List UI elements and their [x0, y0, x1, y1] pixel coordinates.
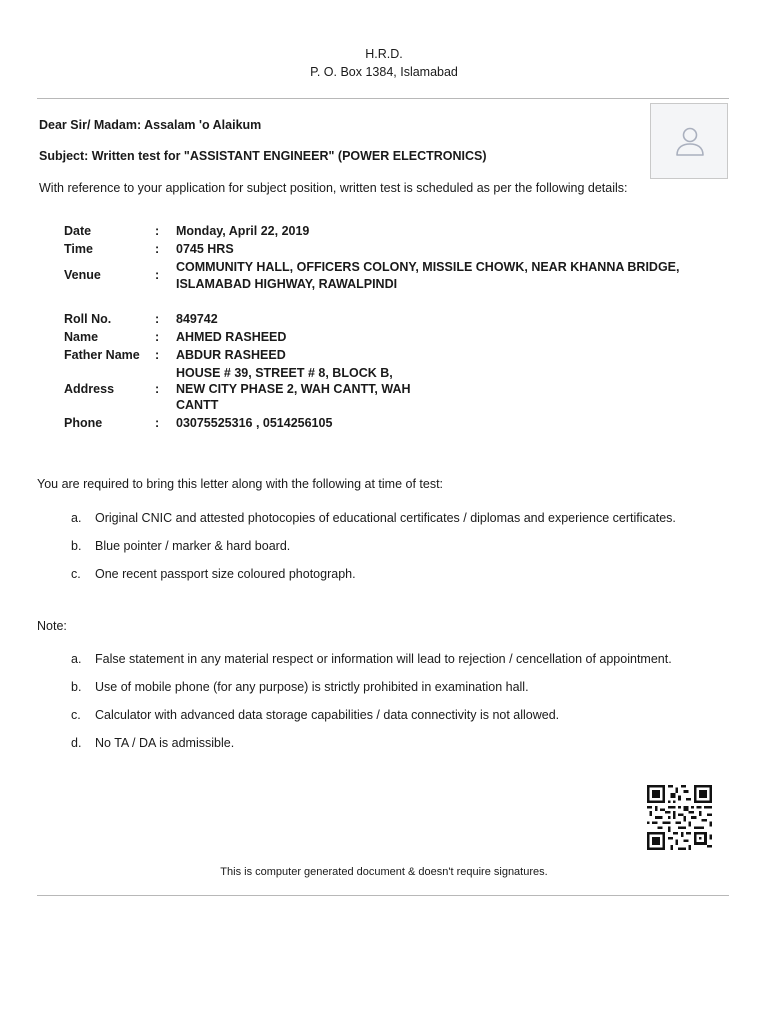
name-label: Name	[64, 330, 99, 344]
date-value: Monday, April 22, 2019	[176, 224, 310, 238]
user-icon	[673, 124, 707, 158]
list-item-text: False statement in any material respect or information will lead to rejection / cencellation of appointment.	[95, 652, 672, 666]
top-divider	[37, 98, 729, 99]
header-org: H.R.D.	[365, 47, 403, 61]
list-item-text: Blue pointer / marker & hard board.	[95, 539, 291, 553]
header-address: P. O. Box 1384, Islamabad	[310, 65, 458, 79]
list-item-text: One recent passport size coloured photograph.	[95, 567, 356, 581]
list-item-text: Use of mobile phone (for any purpose) is strictly prohibited in examination hall.	[95, 680, 529, 694]
venue-label: Venue	[64, 268, 101, 282]
intro-text: With reference to your application for subject position, written test is scheduled as per the following details:	[39, 181, 628, 195]
address-value-line2: NEW CITY PHASE 2, WAH CANTT, WAH	[176, 382, 411, 396]
list-item-text: Original CNIC and attested photocopies of educational certificates / diplomas and experience certificates.	[95, 511, 676, 525]
date-label: Date	[64, 224, 92, 238]
address-value-line1: HOUSE # 39, STREET # 8, BLOCK B,	[176, 366, 393, 380]
roll-no-label: Roll No.	[64, 312, 112, 326]
list-marker: a.	[71, 652, 82, 666]
time-label: Time	[64, 242, 93, 256]
list-marker: c.	[71, 567, 81, 581]
photo-placeholder	[650, 103, 728, 179]
subject: Subject: Written test for "ASSISTANT ENGINEER" (POWER ELECTRONICS)	[39, 149, 487, 163]
father-name-label: Father Name	[64, 348, 140, 362]
phone-colon: :	[155, 416, 160, 430]
venue-colon: :	[155, 268, 160, 282]
list-item-text: No TA / DA is admissible.	[95, 736, 235, 750]
greeting: Dear Sir/ Madam: Assalam 'o Alaikum	[39, 118, 262, 132]
qr-code-icon	[647, 785, 712, 850]
name-colon: :	[155, 330, 160, 344]
roll-no-colon: :	[155, 312, 160, 326]
list-marker: a.	[71, 511, 82, 525]
footer-note: This is computer generated document & doesn't require signatures.	[220, 866, 548, 878]
bottom-divider	[37, 895, 729, 896]
list-item-text: Calculator with advanced data storage capabilities / data connectivity is not allowed.	[95, 708, 560, 722]
list-marker: d.	[71, 736, 82, 750]
address-value-line3: CANTT	[176, 398, 219, 412]
roll-no-value: 849742	[176, 312, 218, 326]
note-title: Note:	[37, 619, 67, 633]
father-name-value: ABDUR RASHEED	[176, 348, 286, 362]
list-marker: c.	[71, 708, 81, 722]
name-value: AHMED RASHEED	[176, 330, 287, 344]
address-label: Address	[64, 382, 115, 396]
date-colon: :	[155, 224, 160, 238]
phone-value: 03075525316 , 0514256105	[176, 416, 333, 430]
venue-value-line2: ISLAMABAD HIGHWAY, RAWALPINDI	[176, 277, 398, 291]
list-marker: b.	[71, 539, 82, 553]
bring-intro: You are required to bring this letter along with the following at time of test:	[37, 477, 444, 491]
venue-value-line1: COMMUNITY HALL, OFFICERS COLONY, MISSILE CHOWK, NEAR KHANNA BRIDGE,	[176, 260, 680, 274]
address-colon: :	[155, 382, 160, 396]
time-value: 0745 HRS	[176, 242, 234, 256]
list-marker: b.	[71, 680, 82, 694]
time-colon: :	[155, 242, 160, 256]
phone-label: Phone	[64, 416, 103, 430]
father-name-colon: :	[155, 348, 160, 362]
